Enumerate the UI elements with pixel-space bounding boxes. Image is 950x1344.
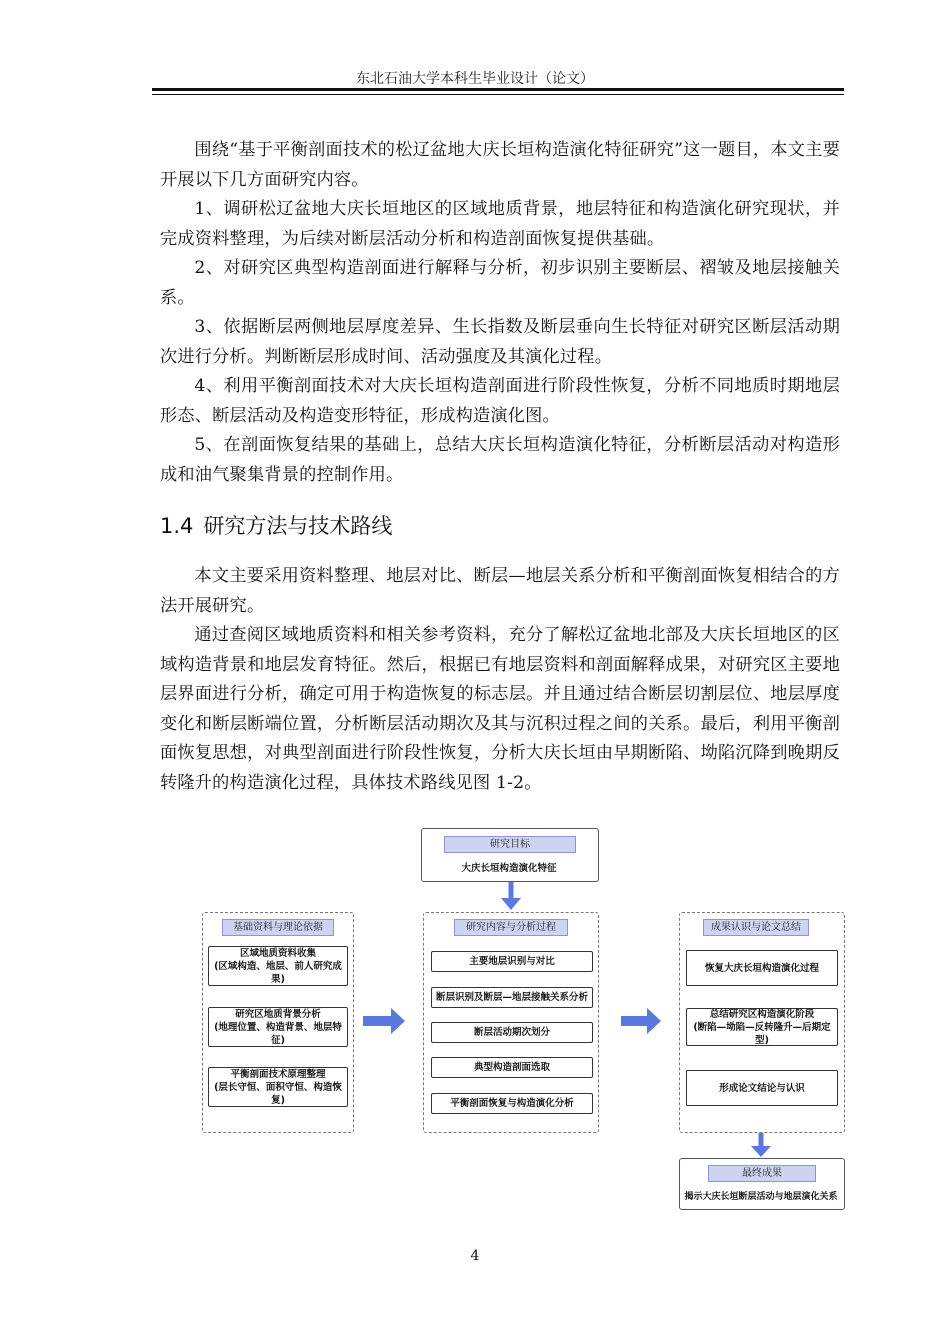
right-box-1: [686, 950, 838, 986]
left-box-3: [208, 1067, 348, 1107]
middle-box-3: 断层活动期次划分: [431, 1022, 593, 1043]
middle-panel-label: 研究内容与分析过程: [454, 919, 568, 936]
middle-box-5: 平衡剖面恢复与构造演化分析: [431, 1093, 593, 1114]
right-box-1-line1: 恢复大庆长垣构造演化过程: [704, 962, 819, 974]
right-box-2-line2: (断陷—坳陷—反转隆升—后期定型): [693, 1021, 831, 1046]
final-result-text: 揭示大庆长垣断层活动与地层演化关系: [684, 1192, 838, 1202]
page-header-title: 东北石油大学本科生毕业设计（论文）: [356, 71, 594, 87]
item-1-paragraph: 1、调研松辽盆地大庆长垣地区的区域地质背景，地层特征和构造演化研究现状，并完成资料整理，为后续对断层活动分析和构造剖面恢复提供基础。: [160, 199, 840, 249]
left-box-2: [208, 1007, 348, 1047]
research-goal-label: 研究目标: [444, 836, 576, 853]
arrowhead-middle-to-right: [647, 1008, 661, 1034]
middle-box-4: 典型构造剖面选取: [431, 1057, 593, 1078]
left-box-3-line1: 平衡剖面技术原理整理: [230, 1068, 326, 1080]
arrow-middle-to-right: [621, 1016, 647, 1026]
right-box-3: [686, 1070, 838, 1106]
arrowhead-right-to-final: [751, 1146, 771, 1157]
intro-paragraph: 围绕“基于平衡剖面技术的松辽盆地大庆长垣构造演化特征研究”这一题目，本文主要开展以下几方面研究内容。: [160, 140, 840, 190]
page-number: 4: [470, 1248, 480, 1264]
section-title: 研究方法与技术路线: [203, 514, 393, 538]
middle-box-1: 主要地层识别与对比: [431, 951, 593, 972]
research-goal-text: 大庆长垣构造演化特征: [461, 863, 557, 874]
final-result-label: 最终成果: [708, 1165, 816, 1182]
arrowhead-left-to-middle: [391, 1008, 405, 1034]
route-paragraph: 通过查阅区域地质资料和相关参考资料，充分了解松辽盆地北部及大庆长垣地区的区域构造背景和地层发育特征。然后，根据已有地层资料和剖面解释成果，对研究区主要地层界面进行分析，确定可用于构造恢复的标志层。并且通过结合断层切割层位、地层厚度变化和断层断端位置，分析断层活动期次及其与沉积过程之间的关系。最后，利用平衡剖面恢复思想，对典型剖面进行阶段性恢复，分析大庆长垣由早期断陷、坳陷沉降到晚期反转隆升的构造演化过程，具体技术路线见图 1-2。: [160, 625, 840, 793]
right-panel-label: 成果认识与论文总结: [703, 919, 809, 936]
middle-box-2: 断层识别及断层—地层接触关系分析: [431, 987, 593, 1008]
item-5-paragraph: 5、在剖面恢复结果的基础上，总结大庆长垣构造演化特征，分析断层活动对构造形成和油气聚集背景的控制作用。: [160, 435, 840, 485]
left-box-1-line2: (区域构造、地层、前人研究成果): [214, 960, 342, 985]
arrowhead-top-to-middle: [501, 898, 521, 910]
left-box-2-line2: (地理位置、构造背景、地层特征): [214, 1021, 342, 1046]
left-box-1: [208, 946, 348, 986]
right-box-3-line1: 形成论文结论与认识: [719, 1082, 805, 1094]
section-number: 1.4: [160, 514, 194, 538]
item-2-paragraph: 2、对研究区典型构造剖面进行解释与分析，初步识别主要断层、褶皱及地层接触关系。: [160, 258, 840, 308]
right-box-2-line1: 总结研究区构造演化阶段: [709, 1008, 815, 1020]
right-box-2: [686, 1008, 838, 1046]
left-box-3-line2: (层长守恒、面积守恒、构造恢复): [214, 1081, 342, 1106]
arrow-left-to-middle: [363, 1016, 391, 1026]
left-panel-label: 基础资料与理论依据: [222, 919, 334, 936]
left-box-2-line1: 研究区地质背景分析: [235, 1008, 321, 1020]
item-4-paragraph: 4、利用平衡剖面技术对大庆长垣构造剖面进行阶段性恢复，分析不同地质时期地层形态、断层活动及构造变形特征，形成构造演化图。: [160, 376, 840, 426]
item-3-paragraph: 3、依据断层两侧地层厚度差异、生长指数及断层垂向生长特征对研究区断层活动期次进行分析。判断断层形成时间、活动强度及其演化过程。: [160, 317, 840, 367]
method-paragraph: 本文主要采用资料整理、地层对比、断层—地层关系分析和平衡剖面恢复相结合的方法开展研究。: [160, 566, 840, 616]
left-box-1-line1: 区域地质资料收集: [239, 947, 316, 959]
